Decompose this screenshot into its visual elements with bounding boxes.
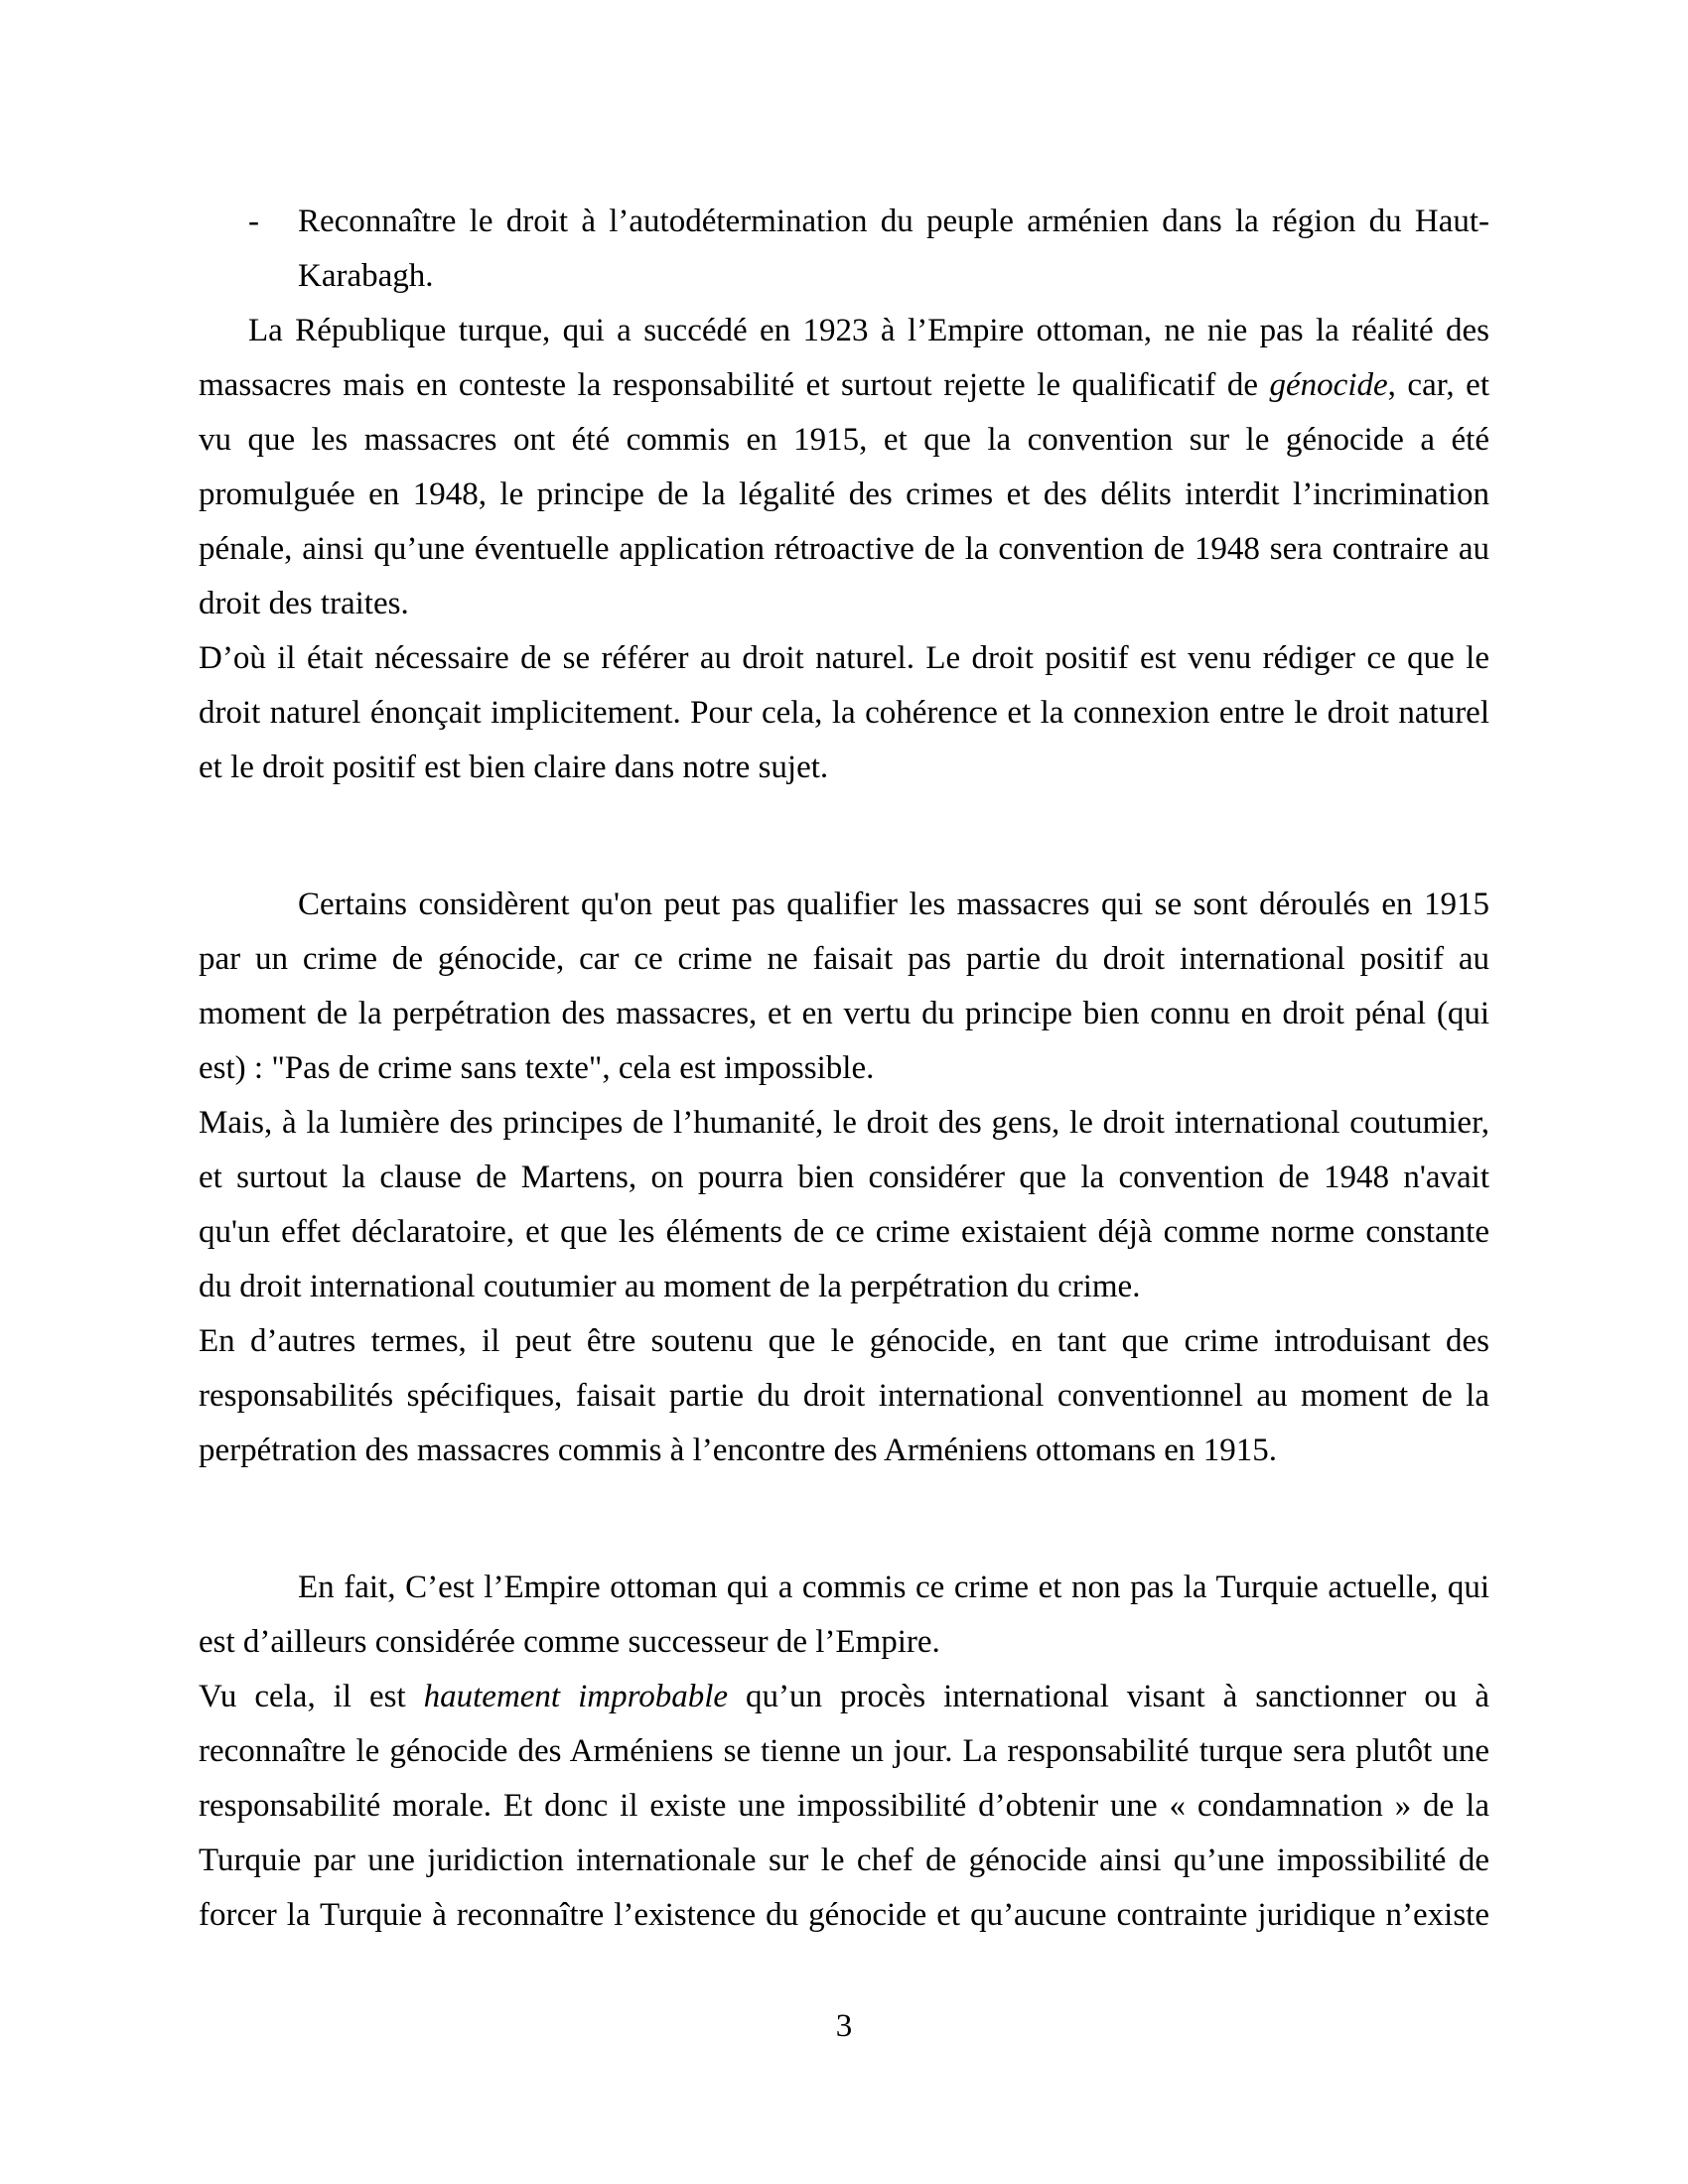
paragraph-vu-cela: [199, 1670, 1489, 1943]
text-segment: responsabilité morale. Et donc il existe une impossibilité d’obtenir une « condamnation » de la: [199, 1788, 1489, 1824]
text-segment: massacres mais en conteste la responsabilité et surtout rejette le qualificatif de: [199, 367, 1270, 403]
text-segment: Reconnaître le droit à l’autodétermination du peuple arménien dans la région du Haut-: [298, 204, 1489, 239]
text-segment: Vu cela, il est: [199, 1679, 424, 1714]
text-segment: perpétration des massacres commis à l’encontre des Arméniens ottomans en 1915.: [199, 1433, 1277, 1468]
text-segment: pénale, ainsi qu’une éventuelle application rétroactive de la convention de 1948 sera contraire au: [199, 531, 1489, 567]
text-line: [199, 987, 1489, 1041]
document-content: [199, 195, 1489, 1943]
text-line: [199, 1670, 1489, 1724]
text-segment: promulguée en 1948, le principe de la légalité des crimes et des délits interdit l’incrimination: [199, 477, 1489, 512]
text-segment: Mais, à la lumière des principes de l’humanité, le droit des gens, le droit international coutumier,: [199, 1105, 1489, 1141]
text-line: [199, 468, 1489, 522]
text-line: [199, 1615, 1489, 1670]
text-line: [199, 1314, 1489, 1369]
paragraph-droit-naturel: [199, 631, 1489, 795]
text-line: [199, 686, 1489, 741]
paragraph-clause-de-martens: [199, 1096, 1489, 1314]
text-segment: En d’autres termes, il peut être soutenu que le génocide, en tant que crime introduisant des: [199, 1323, 1489, 1359]
text-segment: est) : "Pas de crime sans texte", cela est impossible.: [199, 1050, 875, 1086]
italic-text-segment: hautement improbable: [423, 1679, 729, 1714]
text-segment: est d’ailleurs considérée comme successeur de l’Empire.: [199, 1624, 940, 1660]
text-line: [199, 1369, 1489, 1424]
text-segment: droit naturel énonçait implicitement. Pour cela, la cohérence et la connexion entre le droit naturel: [199, 695, 1489, 731]
italic-text-segment: génocide: [1269, 367, 1388, 403]
text-line: [199, 1096, 1489, 1151]
text-line: [199, 932, 1489, 987]
text-line: [199, 304, 1489, 358]
text-segment: D’où il était nécessaire de se référer au droit naturel. Le droit positif est venu rédiger ce que le: [199, 640, 1489, 676]
text-segment: En fait, C’est l’Empire ottoman qui a commis ce crime et non pas la Turquie actuelle, qui: [298, 1570, 1489, 1605]
text-segment: responsabilités spécifiques, faisait partie du droit international conventionnel au moment de la: [199, 1378, 1489, 1414]
text-segment: par un crime de génocide, car ce crime ne faisait pas partie du droit international positif au: [199, 941, 1489, 977]
paragraph-en-dautres-termes: [199, 1314, 1489, 1478]
text-line: [199, 522, 1489, 577]
text-segment: droit des traites.: [199, 586, 409, 621]
text-line: [199, 358, 1489, 413]
text-line: [199, 1779, 1489, 1834]
text-segment: Karabagh.: [298, 258, 434, 294]
text-line: [199, 1041, 1489, 1096]
paragraph-republique-turque: [199, 304, 1489, 631]
text-segment: , car, et: [1387, 367, 1489, 403]
text-segment: et le droit positif est bien claire dans notre sujet.: [199, 750, 829, 785]
text-line: [199, 1834, 1489, 1888]
text-segment: et surtout la clause de Martens, on pourra bien considérer que la convention de 1948 n'avait: [199, 1160, 1489, 1195]
text-line: [199, 1561, 1489, 1615]
text-line: [199, 413, 1489, 468]
blank-line: [199, 795, 1489, 878]
text-segment: qu’un procès international visant à sanctionner ou à: [728, 1679, 1489, 1714]
bullet-dash-marker: -: [248, 204, 259, 239]
text-segment: La République turque, qui a succédé en 1923 à l’Empire ottoman, ne nie pas la réalité des: [248, 313, 1489, 348]
text-segment: qu'un effet déclaratoire, et que les éléments de ce crime existaient déjà comme norme constante: [199, 1214, 1489, 1250]
text-line: [199, 1151, 1489, 1205]
text-line: [199, 741, 1489, 795]
text-segment: Certains considèrent qu'on peut pas qualifier les massacres qui se sont déroulés en 1915: [298, 887, 1489, 922]
bullet-item-haut-karabagh: [199, 195, 1489, 304]
text-line: [199, 249, 1489, 304]
text-line: [199, 1260, 1489, 1314]
text-line: [199, 1724, 1489, 1779]
paragraph-certains-considerent: [199, 878, 1489, 1096]
text-line: [199, 195, 1489, 249]
text-line: [199, 878, 1489, 932]
text-segment: reconnaître le génocide des Arméniens se tienne un jour. La responsabilité turque sera plutôt une: [199, 1733, 1489, 1769]
text-segment: vu que les massacres ont été commis en 1915, et que la convention sur le génocide a été: [199, 422, 1489, 458]
text-segment: du droit international coutumier au moment de la perpétration du crime.: [199, 1269, 1141, 1304]
paragraph-empire-ottoman: [199, 1561, 1489, 1670]
text-line: [199, 1205, 1489, 1260]
text-line: [199, 631, 1489, 686]
text-line: [199, 1424, 1489, 1478]
text-segment: Turquie par une juridiction internationale sur le chef de génocide ainsi qu’une impossibilité de: [199, 1843, 1489, 1878]
page-number: 3: [835, 2008, 853, 2044]
text-line: [199, 577, 1489, 631]
text-segment: forcer la Turquie à reconnaître l’existence du génocide et qu’aucune contrainte juridique n’existe: [199, 1897, 1489, 1933]
blank-line: [199, 1478, 1489, 1561]
text-line: [199, 1888, 1489, 1943]
text-segment: moment de la perpétration des massacres, et en vertu du principe bien connu en droit pénal (qui: [199, 996, 1489, 1031]
